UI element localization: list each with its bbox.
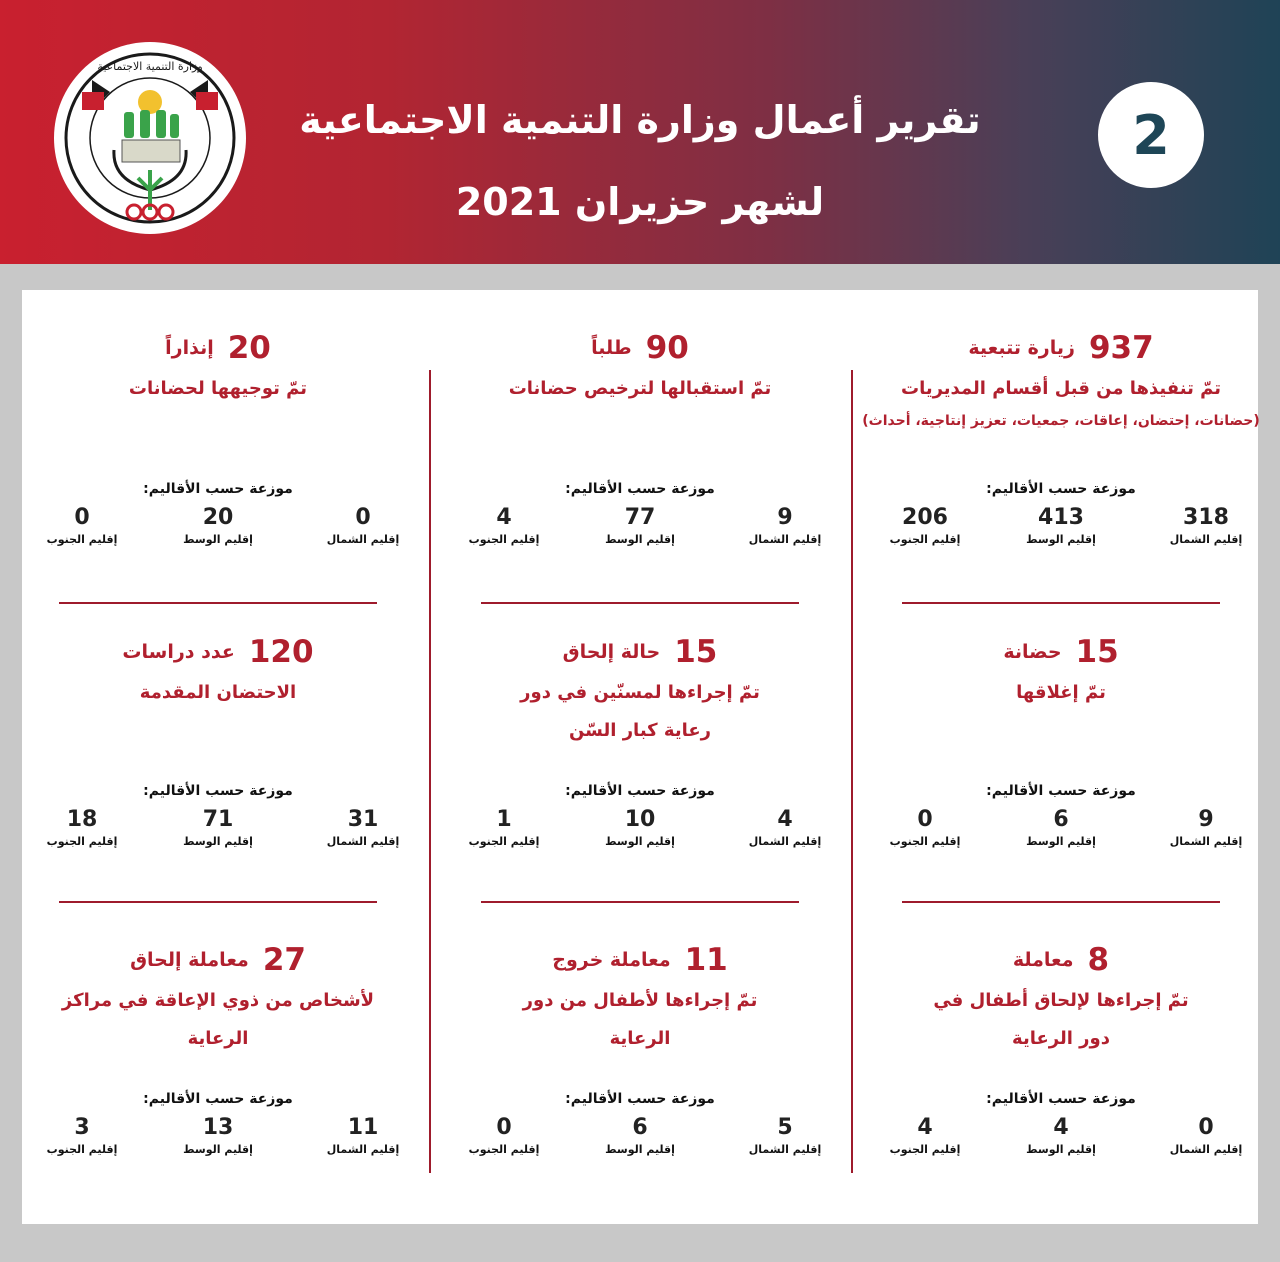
region-label: إقليم الشمال: [748, 835, 822, 848]
region-value: 9: [1198, 807, 1214, 832]
region-south: [870, 806, 980, 850]
stat-number: 11: [684, 942, 728, 978]
region-north: [308, 1114, 418, 1158]
report-period: لشهر حزيران 2021: [455, 180, 825, 224]
region-center: [585, 806, 695, 850]
region-label: إقليم الشمال: [748, 1143, 822, 1156]
region-north: [308, 806, 418, 850]
region-value: 18: [66, 807, 98, 832]
row-divider: [59, 602, 377, 604]
distribution-title: موزعة حسب الأقاليم:: [143, 481, 293, 497]
region-value: 11: [347, 1115, 379, 1140]
row-divider: [902, 901, 1220, 903]
region-center: [163, 1114, 273, 1158]
region-value: 5: [777, 1115, 793, 1140]
region-value: 318: [1183, 505, 1229, 530]
column-divider: [429, 370, 431, 1173]
stat-description-text: تمّ تنفيذها من قبل أقسام المديريات: [901, 378, 1221, 399]
row-divider: [902, 602, 1220, 604]
region-north: [730, 806, 840, 850]
region-label: إقليم الجنوب: [468, 1143, 540, 1156]
stat-label: زيارة تتبعية: [968, 337, 1075, 359]
region-center: [585, 504, 695, 548]
region-value: 0: [355, 505, 371, 530]
stat-description: تمّ إجراءها لمسنّين في دور رعاية كبار السّن: [520, 682, 760, 741]
region-value: 4: [496, 505, 512, 530]
region-south: [870, 504, 980, 548]
distribution-title: موزعة حسب الأقاليم:: [986, 1091, 1136, 1107]
distribution-title: موزعة حسب الأقاليم:: [986, 481, 1136, 497]
region-south: [870, 1114, 980, 1158]
regional-distribution: [18, 780, 418, 848]
stat-number: 27: [262, 942, 306, 978]
regional-distribution: [440, 780, 840, 848]
region-label: إقليم الشمال: [326, 835, 400, 848]
stat-label: حالة إلحاق: [562, 641, 661, 663]
region-value: 77: [624, 505, 656, 530]
distribution-title: موزعة حسب الأقاليم:: [143, 783, 293, 799]
region-label: إقليم الجنوب: [889, 835, 961, 848]
stat-label: معاملة خروج: [552, 949, 671, 971]
region-value: 4: [917, 1115, 933, 1140]
region-north: [730, 1114, 840, 1158]
regional-distribution: [861, 478, 1261, 546]
region-value: 13: [202, 1115, 234, 1140]
region-north: [1151, 806, 1261, 850]
distribution-title: موزعة حسب الأقاليم:: [565, 1091, 715, 1107]
region-center: [1006, 1114, 1116, 1158]
region-label: إقليم الشمال: [1169, 1143, 1243, 1156]
stat-description: لأشخاص من ذوي الإعاقة في مراكز الرعاية: [61, 990, 375, 1049]
regional-distribution: [440, 478, 840, 546]
region-label: إقليم الجنوب: [468, 533, 540, 546]
stat-label: إنذاراً: [165, 337, 214, 359]
region-label: إقليم الوسط: [1026, 1143, 1096, 1156]
region-label: إقليم الجنوب: [46, 835, 118, 848]
region-value: 413: [1038, 505, 1084, 530]
region-center: [1006, 806, 1116, 850]
regional-distribution: [861, 780, 1261, 848]
distribution-title: موزعة حسب الأقاليم:: [565, 783, 715, 799]
stat-number: 15: [674, 634, 718, 670]
row-divider: [59, 901, 377, 903]
stat-number: 937: [1088, 330, 1154, 366]
stats-panel: [22, 290, 1258, 1224]
region-value: 4: [1053, 1115, 1069, 1140]
region-value: 20: [202, 505, 234, 530]
stat-number: 8: [1087, 942, 1110, 978]
region-value: 1: [496, 807, 512, 832]
region-value: 3: [74, 1115, 90, 1140]
svg-text:وزارة التنمية الاجتماعية: وزارة التنمية الاجتماعية: [97, 60, 203, 73]
region-south: [27, 806, 137, 850]
report-title: تقرير أعمال وزارة التنمية الاجتماعية: [299, 98, 981, 142]
region-value: 206: [902, 505, 948, 530]
regional-distribution: [18, 1088, 418, 1156]
column-divider: [851, 370, 853, 1173]
region-label: إقليم الشمال: [326, 533, 400, 546]
stat-description: تمّ إغلاقها: [1016, 682, 1106, 703]
region-label: إقليم الوسط: [183, 835, 253, 848]
region-label: إقليم الشمال: [748, 533, 822, 546]
stat-description: تمّ استقبالها لترخيص حضانات: [508, 378, 772, 399]
region-label: إقليم الشمال: [1169, 835, 1243, 848]
region-south: [449, 504, 559, 548]
region-label: إقليم الشمال: [326, 1143, 400, 1156]
region-center: [1006, 504, 1116, 548]
region-value: 6: [1053, 807, 1069, 832]
region-value: 71: [202, 807, 234, 832]
region-label: إقليم الوسط: [183, 1143, 253, 1156]
region-value: 0: [496, 1115, 512, 1140]
stat-number: 90: [645, 330, 689, 366]
region-south: [449, 1114, 559, 1158]
stat-label: معاملة إلحاق: [130, 949, 249, 971]
regional-distribution: [861, 1088, 1261, 1156]
region-label: إقليم الجنوب: [468, 835, 540, 848]
stat-description: الاحتضان المقدمة: [139, 682, 297, 703]
region-label: إقليم الجنوب: [889, 533, 961, 546]
stat-label: حضانة: [1003, 641, 1062, 663]
region-value: 0: [74, 505, 90, 530]
region-value: 10: [624, 807, 656, 832]
row-divider: [481, 602, 799, 604]
stat-description: تمّ إجراءها لإلحاق أطفال في دور الرعاية: [933, 990, 1189, 1049]
region-north: [1151, 1114, 1261, 1158]
region-north: [730, 504, 840, 548]
region-center: [585, 1114, 695, 1158]
stat-label: طلباً: [591, 337, 632, 359]
stat-description: تمّ توجيهها لحضانات: [128, 378, 308, 399]
row-divider: [481, 901, 799, 903]
stat-description-detail: (حضانات، إحتضان، إعاقات، جمعيات، تعزيز إنتاجية، أحداث): [862, 413, 1260, 429]
region-value: 6: [632, 1115, 648, 1140]
region-label: إقليم الوسط: [605, 1143, 675, 1156]
distribution-title: موزعة حسب الأقاليم:: [143, 1091, 293, 1107]
region-value: 0: [917, 807, 933, 832]
region-center: [163, 504, 273, 548]
region-center: [163, 806, 273, 850]
ministry-logo-icon: [52, 40, 248, 236]
distribution-title: موزعة حسب الأقاليم:: [565, 481, 715, 497]
region-label: إقليم الجنوب: [46, 1143, 118, 1156]
region-value: 0: [1198, 1115, 1214, 1140]
regional-distribution: [440, 1088, 840, 1156]
region-label: إقليم الشمال: [1169, 533, 1243, 546]
region-label: إقليم الجنوب: [46, 533, 118, 546]
region-label: إقليم الوسط: [605, 533, 675, 546]
distribution-title: موزعة حسب الأقاليم:: [986, 783, 1136, 799]
page-number-badge: 2: [1098, 82, 1204, 188]
region-label: إقليم الوسط: [183, 533, 253, 546]
stat-number: 15: [1075, 634, 1119, 670]
region-value: 31: [347, 807, 379, 832]
region-label: إقليم الوسط: [1026, 533, 1096, 546]
stat-label: عدد دراسات: [122, 641, 235, 663]
stat-description: تمّ إجراءها لأطفال من دور الرعاية: [522, 990, 758, 1049]
stat-label: معاملة: [1012, 949, 1074, 971]
stat-number: 20: [227, 330, 271, 366]
region-south: [27, 1114, 137, 1158]
report-header: [0, 0, 1280, 264]
stat-description: [861, 370, 1261, 434]
regional-distribution: [18, 478, 418, 546]
region-label: إقليم الوسط: [1026, 835, 1096, 848]
region-value: 9: [777, 505, 793, 530]
region-north: [1151, 504, 1261, 548]
region-label: إقليم الوسط: [605, 835, 675, 848]
region-value: 4: [777, 807, 793, 832]
region-south: [27, 504, 137, 548]
region-south: [449, 806, 559, 850]
stat-number: 120: [248, 634, 314, 670]
region-label: إقليم الجنوب: [889, 1143, 961, 1156]
region-north: [308, 504, 418, 548]
